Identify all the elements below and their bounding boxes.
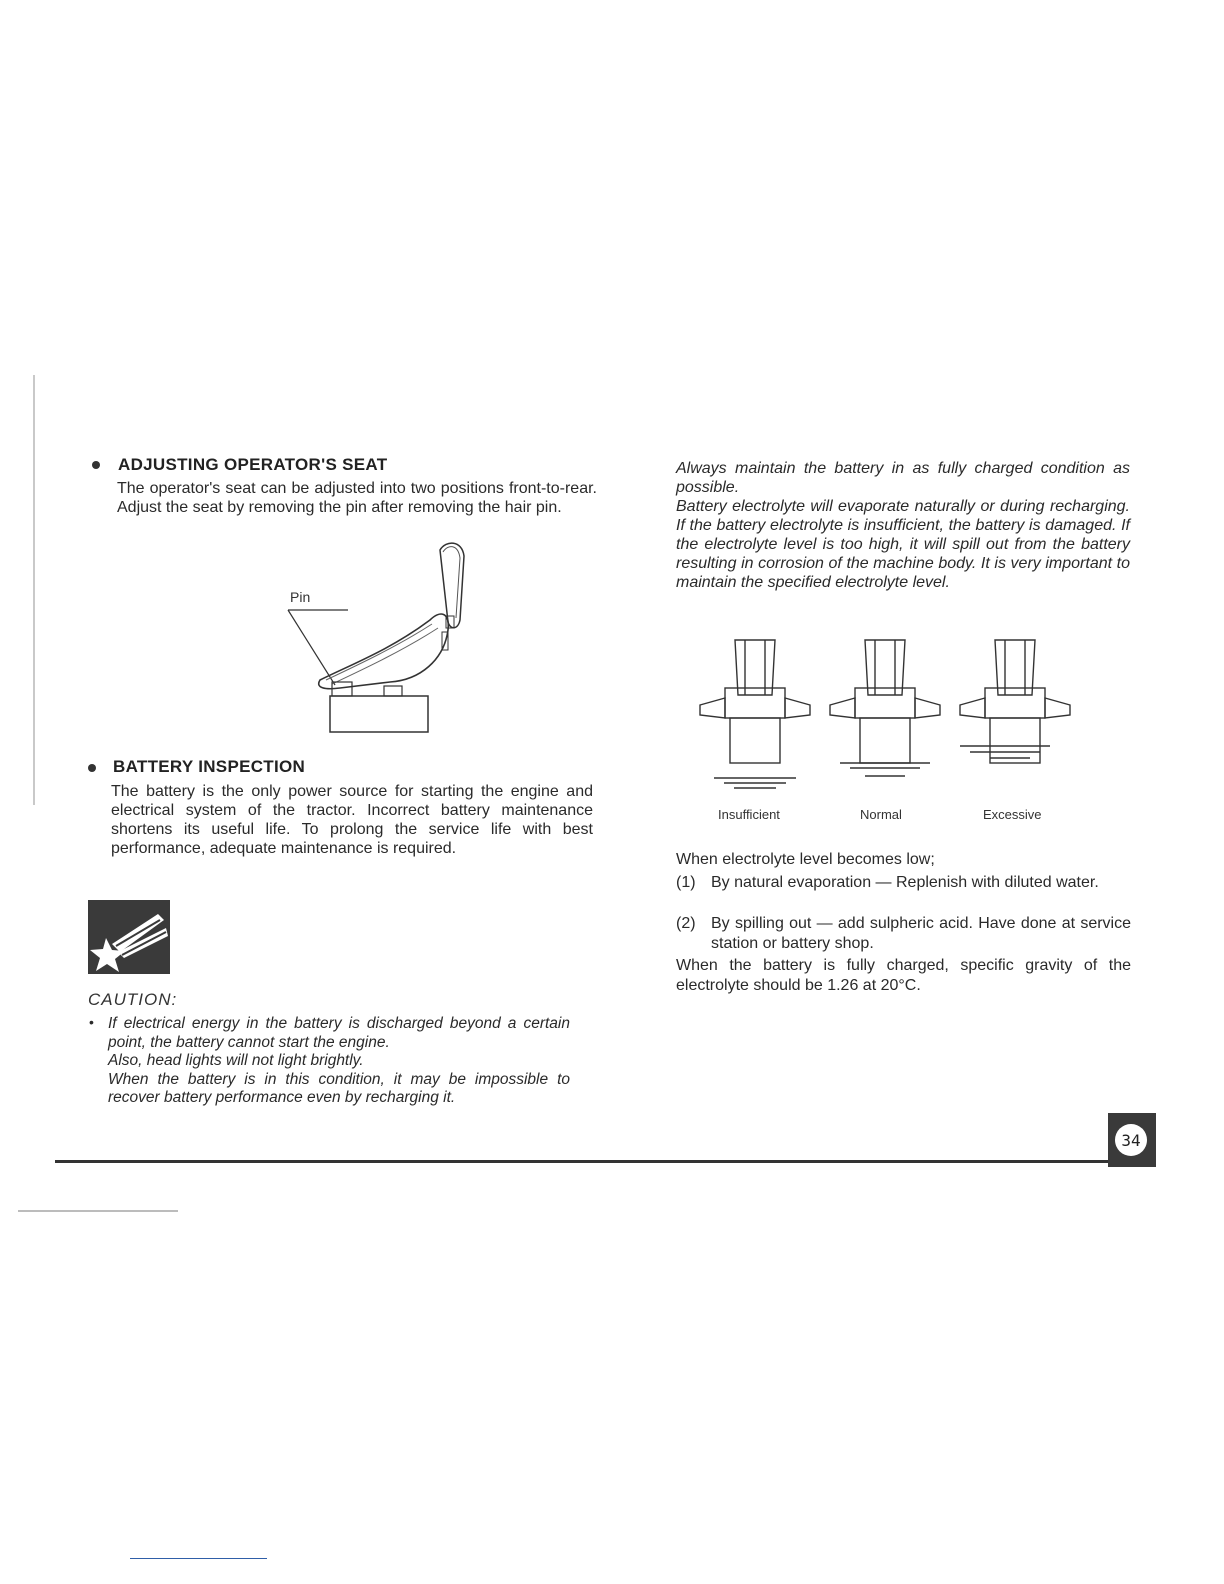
item-1-num: (1) [676,874,696,891]
pin-label: Pin [290,589,311,605]
bullet-icon [88,764,96,772]
label-insufficient: Insufficient [718,807,780,822]
battery-cap-excessive [960,640,1070,763]
item-1-text: By natural evaporation — Replenish with diluted water. [711,874,1099,891]
shooting-star-icon [88,900,170,974]
caution-body [108,1015,570,1108]
caution-bullet: • [89,1014,94,1030]
caution-title: CAUTION: [88,990,178,1009]
caution-line-2: Also, head lights will not light brightly. [108,1052,364,1069]
battery-cap-normal [830,640,940,776]
electrolyte-level-figure [690,630,1090,805]
intro-line-1: Always maintain the battery in as fully charged condition as possible. [676,460,1130,496]
seat-heading: ADJUSTING OPERATOR'S SEAT [118,455,388,474]
label-excessive: Excessive [983,807,1042,822]
margin-rule [33,375,35,805]
label-normal: Normal [860,807,902,822]
caution-line-1: If electrical energy in the battery is discharged beyond a certain point, the battery cannot start the engine. [108,1015,570,1051]
battery-intro [676,459,1130,592]
intro-line-2: Battery electrolyte will evaporate naturally or during recharging. If the battery electrolyte is insufficient, the battery is damaged. If the electrolyte level is too high, it will spill out from the battery resulting in corrosion of the machine body. It is very important to maintain the specified electrolyte level. [676,498,1130,591]
item-2-num: (2) [676,915,696,932]
battery-cap-insufficient [700,640,810,788]
item-2-text: By spilling out — add sulpheric acid. Have done at service station or battery shop. [711,915,1131,952]
seat-body-text: The operator's seat can be adjusted into two positions front-to-rear. Adjust the seat by removing the pin after removing the hair pin. [117,480,597,516]
scan-mark [18,1210,178,1212]
link-underline [130,1558,267,1559]
footer-rule [55,1160,1155,1163]
seat-illustration [280,530,480,740]
caution-line-3: When the battery is in this condition, it may be impossible to recover battery performance even by recharging it. [108,1070,570,1106]
battery-heading: BATTERY INSPECTION [113,757,306,776]
seat-body [117,479,597,517]
specific-gravity-note: When the battery is fully charged, specific gravity of the electrolyte should be 1.26 at 20°C. [676,957,1131,994]
page-number: 34 [1115,1124,1147,1156]
low-level-heading: When electrolyte level becomes low; [676,851,935,868]
battery-body-text: The battery is the only power source for starting the engine and electrical system of the tractor. Incorrect battery maintenance shortens its useful life. To prolong the service life with best performance, adequate maintenance is required. [111,783,593,857]
battery-body [111,782,593,858]
bullet-icon [92,461,100,469]
